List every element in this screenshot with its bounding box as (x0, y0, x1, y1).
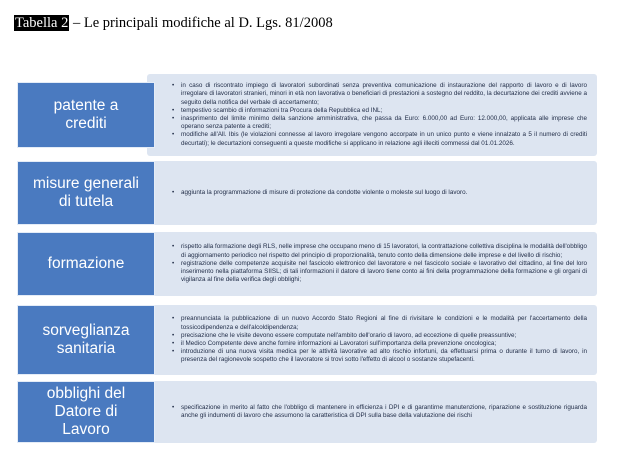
bullet-item: • il Medico Competente deve anche fornire informazioni ai Lavoratori sull'importanza della prevenzione oncologica; (181, 340, 587, 348)
bullet-list (171, 315, 587, 364)
category-label: misure generali di tutela (33, 175, 139, 210)
table-caption-label: Tabella 2 (15, 15, 69, 31)
bullet-item: • introduzione di una nuova visita medica per le attività lavorative ad alto rischio infortuni, da effettuarsi prima o durante il turno di lavoro, in presenza del ragionevole sospetto che il lavoratore si trovi sotto l'effetto di alcool o sostanze stupefacenti. (181, 348, 587, 364)
row-description (147, 74, 597, 156)
category-box (17, 381, 155, 443)
bullet-item: • rispetto alla formazione degli RLS, nelle imprese che occupano meno di 15 lavoratori, la contrattazione collettiva disciplina le modalità dell'obbligo di aggiornamento periodico nel rispetto del principio di proporzionalità, tenuto conto della dimensione delle imprese e del livello di rischio; (181, 243, 587, 259)
bullet-item: • aggiunta la programmazione di misure di protezione da condotte violente o moleste sul luogo di lavoro. (181, 189, 467, 197)
row-patente-a-crediti (17, 74, 597, 156)
bullet-item: • registrazione delle competenze acquisite nel fascicolo elettronico del lavoratore e nel fascicolo sociale e lavorativo del cittadino, al fine del loro inserimento nella piattaforma SIISL; di tali informazioni il datore di lavoro tiene conto ai fini della programmazione della formazione e gli organi di vigilanza al fine della verifica degli obblighi; (181, 260, 587, 285)
bullet-item: • precisazione che le visite devono essere computate nell'ambito dell'orario di lavoro, ad eccezione di quelle preassuntive; (181, 332, 587, 340)
category-label: patente a crediti (53, 97, 119, 132)
row-description (147, 305, 597, 375)
table-caption-text: – Le principali modifiche al D. Lgs. 81/2008 (69, 15, 333, 31)
category-label: formazione (47, 255, 125, 272)
bullet-list (171, 82, 587, 148)
category-label: sorveglianza sanitaria (42, 322, 130, 357)
bullet-item: • preannunciata la pubblicazione di un nuovo Accordo Stato Regioni al fine di rivisitare le condizioni e le modalità per l'accertamento della tossicodipendenza e dell'alcoldipendenza; (181, 315, 587, 331)
row-obblighi-del-datore-di-lavoro (17, 381, 597, 443)
category-box (17, 232, 155, 296)
bullet-item: • modifiche all'All. Ibis (le violazioni connesse al lavoro irregolare vengono accorpate in un unico punto e viene innalzato a 5 il numero di crediti decurtati); le decurtazioni conseguenti a queste modifiche si applicano in relazione agli illeciti commessi dal 01.01.2026. (181, 131, 587, 147)
bullet-list (171, 404, 587, 420)
bullet-list (171, 243, 587, 284)
row-sorveglianza-sanitaria (17, 305, 597, 375)
bullet-item: • specificazione in merito al fatto che l'obbligo di mantenere in efficienza i DPI e di garantirne manutenzione, riparazione e sostituzione riguarda anche gli indumenti di lavoro che assumono la caratteristica di DPI sulla base della valutazione dei rischi (181, 404, 587, 420)
category-box (17, 161, 155, 225)
bullet-item: • tempestivo scambio di informazioni tra Procura della Repubblica ed INL; (181, 107, 587, 115)
bullet-item: • inasprimento del limite minimo della sanzione amministrativa, che passa da Euro: 6.000,00 ad Euro: 12.000,00, applicata alle imprese che operano senza patente a crediti; (181, 115, 587, 131)
row-description (147, 232, 597, 296)
row-description (147, 381, 597, 443)
row-formazione (17, 232, 597, 296)
table-caption (14, 15, 333, 32)
category-box (17, 305, 155, 375)
row-description (147, 161, 597, 225)
category-box (17, 82, 155, 148)
bullet-list (171, 189, 467, 197)
row-misure-generali-di-tutela (17, 161, 597, 225)
category-label: obblighi del Datore di Lavoro (46, 385, 126, 438)
bullet-item: • in caso di riscontrato impiego di lavoratori subordinati senza preventiva comunicazione di instaurazione del rapporto di lavoro e di lavoro irregolare di lavoratori stranieri, minori in età non lavorativa o beneficiari di prestazioni a sostegno del reddito, la decurtazione dei crediti avviene a seguito della notifica del verbale di accertamento; (181, 82, 587, 107)
